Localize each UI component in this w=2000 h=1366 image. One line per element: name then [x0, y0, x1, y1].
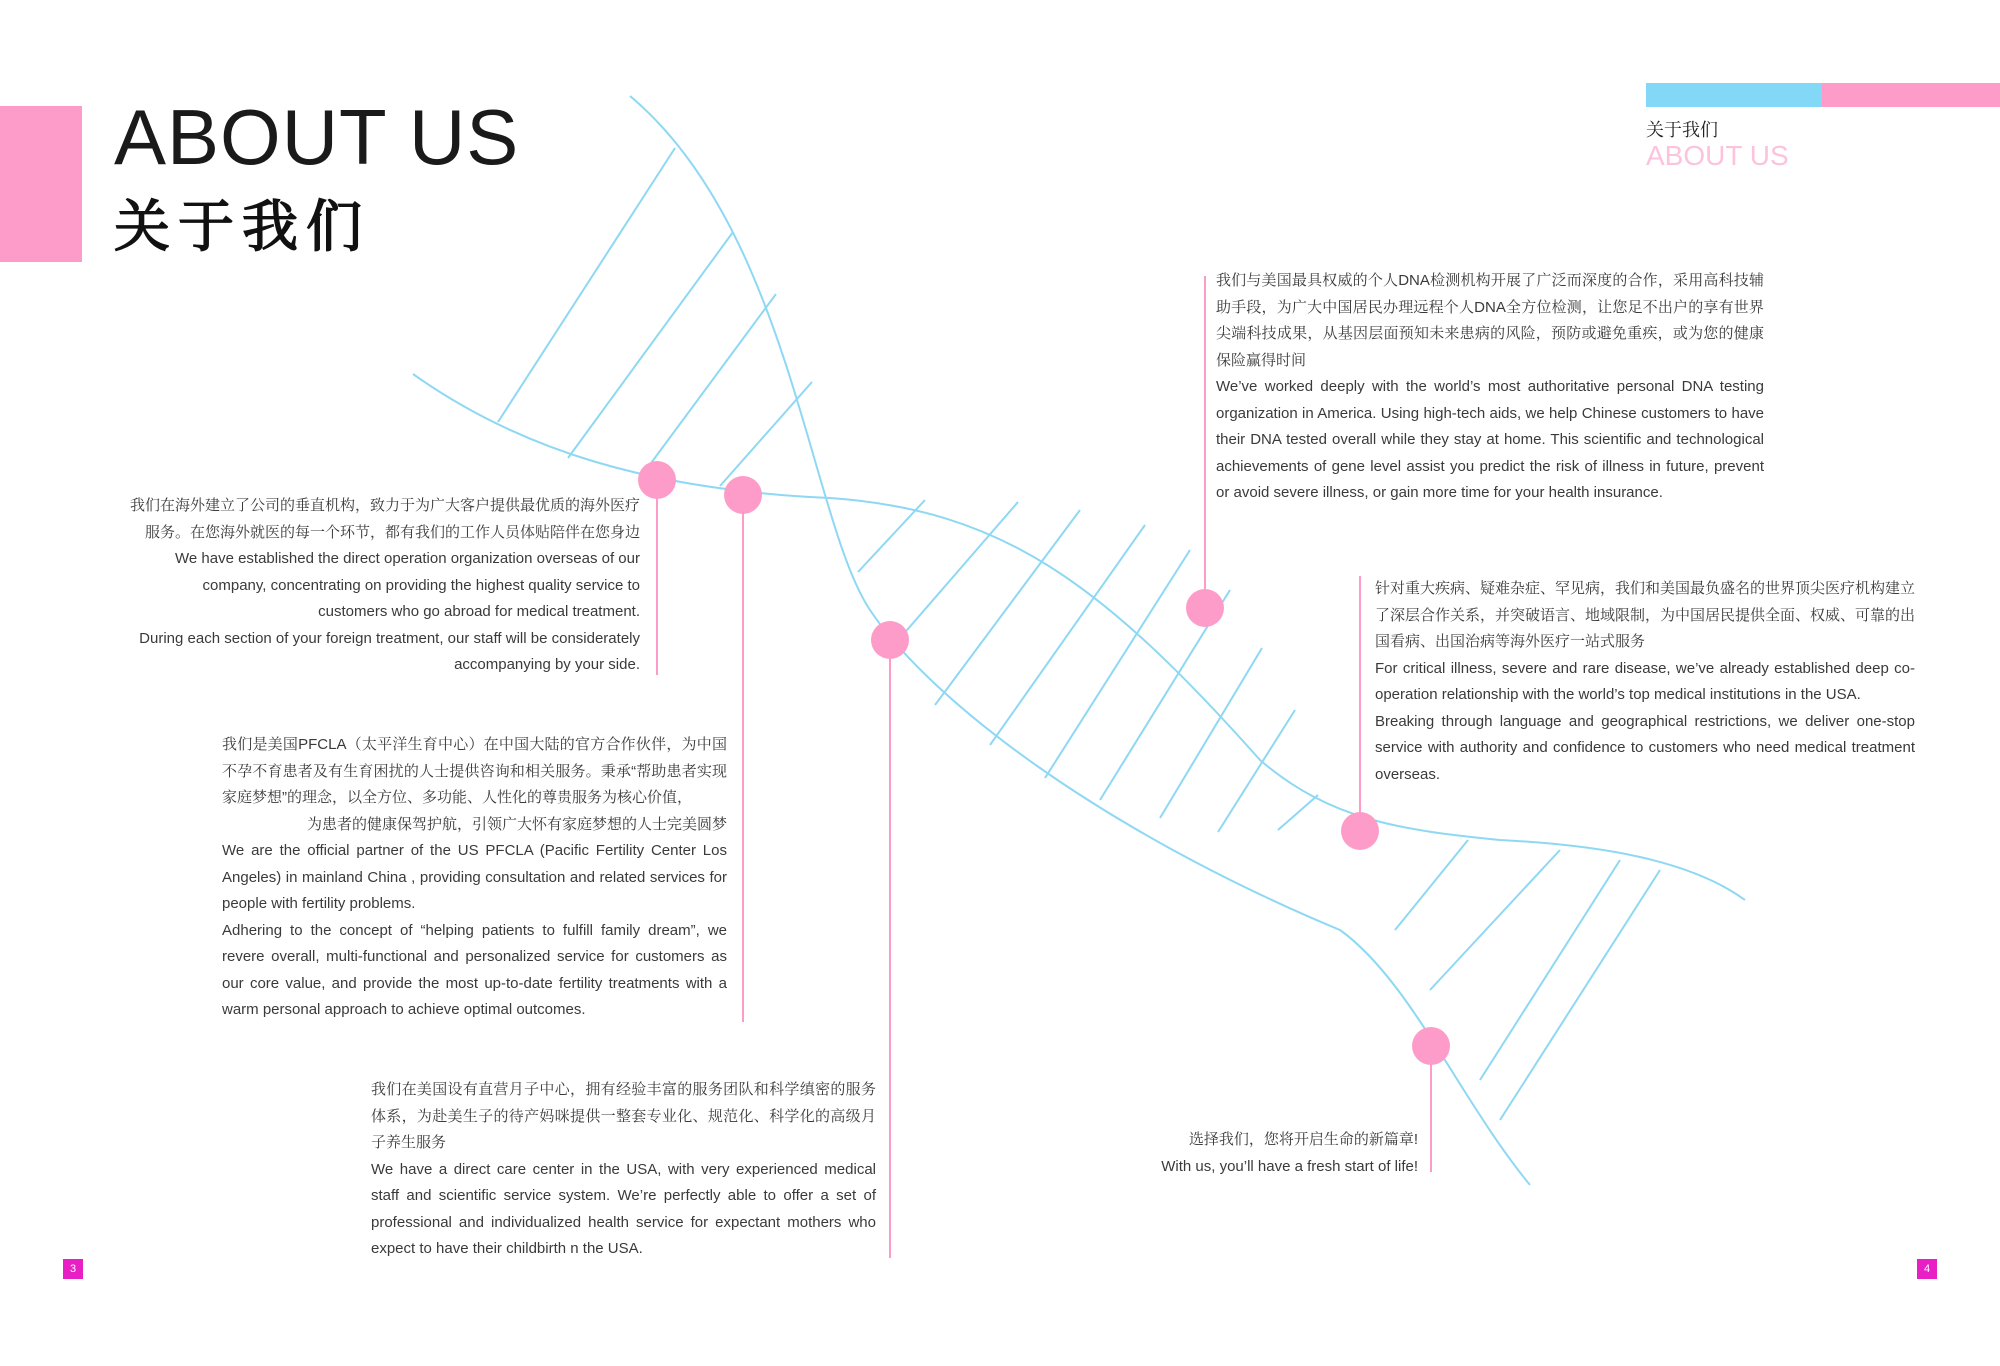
page-number-right: 4 — [1917, 1259, 1937, 1279]
corner-color-bar — [1646, 83, 2000, 107]
helix-rung — [1160, 648, 1262, 818]
section-pfcla — [222, 732, 727, 1024]
section-pfcla-en-1: We are the official partner of the US PFCLA (Pacific Fertility Center Los Angeles) in mainland China , providing consultation and related services for people with fertility problems. — [222, 842, 727, 912]
section-dna-en: We’ve worked deeply with the world’s most authoritative personal DNA testing organization in America. Using high-tech aids, we help Chinese customers to have their DNA tested overall while they stay at home. This scientific and technological achievements of gene level assist you predict the risk of illness in future, prevent or avoid severe illness, or gain more time for your health insurance. — [1216, 378, 1764, 501]
corner-title-cn: 关于我们 — [1646, 120, 1718, 140]
section-dna — [1216, 268, 1764, 507]
closing-cn: 选择我们，您将开启生命的新篇章! — [1188, 1131, 1418, 1148]
helix-dot — [871, 621, 909, 659]
section-pfcla-cn-2: 为患者的健康保驾护航，引领广大怀有家庭梦想的人士完美圆梦 — [306, 815, 727, 833]
helix-dot — [724, 476, 762, 514]
helix-rung — [1218, 710, 1295, 832]
page-number-left: 3 — [63, 1259, 83, 1279]
section-overseas-en-2: During each section of your foreign treatment, our staff will be considerately accompanying by your side. — [139, 629, 640, 673]
helix-rung — [498, 148, 675, 422]
section-overseas-cn: 我们在海外建立了公司的垂直机构，致力于为广大客户提供最优质的海外医疗服务。在您海外就医的每一个环节，都有我们的工作人员体贴陪伴在您身边 — [130, 497, 641, 541]
section-care-center — [371, 1077, 876, 1263]
helix-rung — [720, 382, 812, 486]
helix-rung — [640, 294, 776, 478]
helix-rung — [935, 510, 1080, 705]
helix-rung — [1395, 840, 1468, 930]
helix-dot — [1412, 1027, 1450, 1065]
section-critical-en-1: For critical illness, severe and rare disease, we’ve already established deep co-operation relationship with the world’s top medical institutions in the USA. — [1375, 659, 1915, 703]
helix-rung — [1278, 795, 1318, 830]
section-care-center-en: We have a direct care center in the USA, with very experienced medical staff and scientific service system. We’re perfectly able to offer a set of professional and individualized health service for expectant mothers who expect to have their childbirth n the USA. — [371, 1160, 876, 1257]
helix-rung — [858, 500, 925, 572]
section-pfcla-en-2: Adhering to the concept of “helping patients to fulfill family dream”, we revere overall, multi-functional and personalized service for customers as our core value, and provide the most up-to-date fertility treatments with a warm personal approach to achieve optimal outcomes. — [222, 921, 727, 1018]
helix-rung — [990, 525, 1145, 745]
helix-rung — [1430, 850, 1560, 990]
page-title-cn: 关于我们 — [114, 195, 370, 260]
section-pfcla-cn-1: 我们是美国PFCLA（太平洋生育中心）在中国大陆的官方合作伙伴，为中国不孕不育患者及有生育困扰的人士提供咨询和相关服务。秉承“帮助患者实现家庭梦想”的理念，以全方位、多功能、人性化的尊贵服务为核心价值， — [222, 736, 727, 806]
helix-rung — [888, 502, 1018, 652]
helix-dot — [1341, 812, 1379, 850]
section-care-center-cn: 我们在美国设有直营月子中心，拥有经验丰富的服务团队和科学缜密的服务体系，为赴美生子的待产妈咪提供一整套专业化、规范化、科学化的高级月子养生服务 — [371, 1081, 876, 1151]
helix-rung — [1480, 860, 1620, 1080]
pink-accent-bar — [0, 106, 82, 262]
page-title-en: ABOUT US — [114, 93, 520, 181]
section-dna-cn: 我们与美国最具权威的个人DNA检测机构开展了广泛而深度的合作，采用高科技辅助手段，为广大中国居民办理远程个人DNA全方位检测，让您足不出户的享有世界尖端科技成果，从基因层面预知未来患病的风险，预防或避免重疾，或为您的健康保险赢得时间 — [1216, 272, 1764, 369]
corner-bar-cyan — [1646, 83, 1822, 107]
section-overseas-en-1: We have established the direct operation organization overseas of our company, concentrating on providing the highest quality service to customers who go abroad for medical treatment. — [174, 550, 640, 620]
closing-en: With us, you’ll have a fresh start of life! — [1161, 1157, 1418, 1175]
helix-dot — [1186, 589, 1224, 627]
section-critical-en-2: Breaking through language and geographical restrictions, we deliver one-stop service with authority and confidence to customers who need medical treatment overseas. — [1375, 712, 1915, 783]
helix-dot — [638, 461, 676, 499]
corner-bar-pink — [1822, 83, 2000, 107]
corner-title-en: ABOUT US — [1646, 140, 1789, 171]
helix-rung — [568, 232, 733, 458]
helix-rung — [1500, 870, 1660, 1120]
section-overseas — [130, 493, 640, 679]
section-closing — [1100, 1127, 1418, 1180]
section-critical-illness — [1375, 576, 1915, 788]
section-critical-cn: 针对重大疾病、疑难杂症、罕见病，我们和美国最负盛名的世界顶尖医疗机构建立了深层合作关系，并突破语言、地域限制，为中国居民提供全面、权威、可靠的出国看病、出国治病等海外医疗一站式服务 — [1375, 580, 1916, 650]
